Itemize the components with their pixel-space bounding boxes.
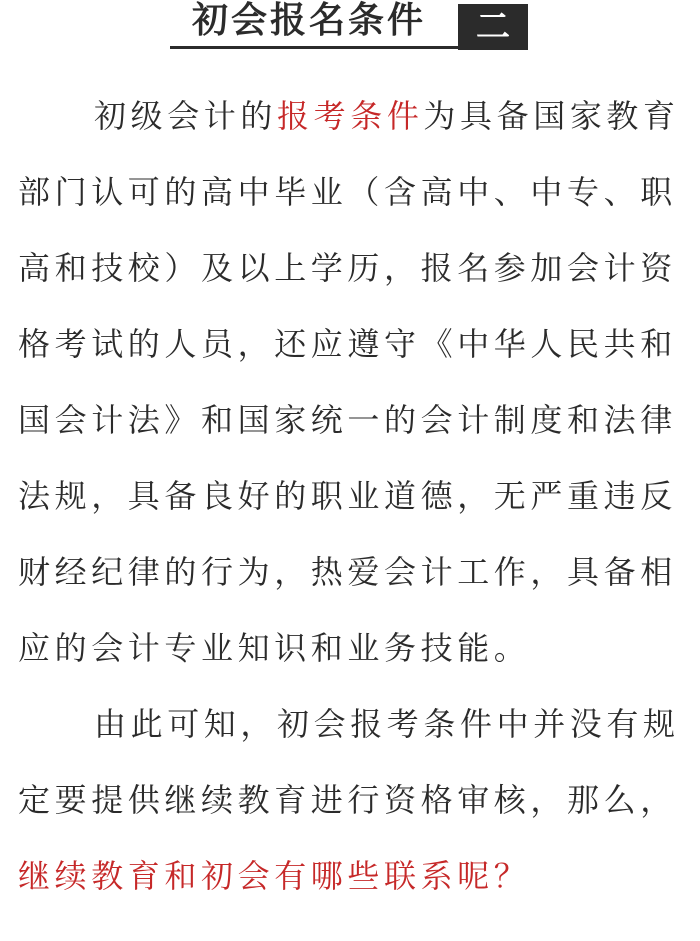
paragraph2-text-start: 由此可知，初会报考条件中并没有规定要提供继续教育进行资格审核，那么，: [18, 705, 680, 819]
paragraph1-text-rest: 为具备国家教育部门认可的高中毕业（含高中、中专、职高和技校）及以上学历，报名参加会计资格考试的人员，还应遵守《中华人民共和国会计法》和国家统一的会计制度和法律法规，具备良好的职业道德，无严重违反财经纪律的行为，热爱会计工作，具备相应的会计专业知识和业务技能。: [18, 97, 680, 667]
paragraph-conclusion: [18, 686, 690, 914]
paragraph-requirements: [18, 78, 690, 686]
section-number-badge: 二: [458, 4, 528, 50]
highlight-exam-conditions: 报考条件: [277, 97, 424, 135]
article-body: [18, 78, 690, 914]
highlight-question: 继续教育和初会有哪些联系呢？: [18, 857, 531, 895]
section-header: [0, 0, 700, 60]
paragraph1-text-start: 初级会计的: [94, 97, 278, 135]
section-title: 初会报名条件: [192, 0, 427, 41]
title-underline: [170, 46, 470, 49]
